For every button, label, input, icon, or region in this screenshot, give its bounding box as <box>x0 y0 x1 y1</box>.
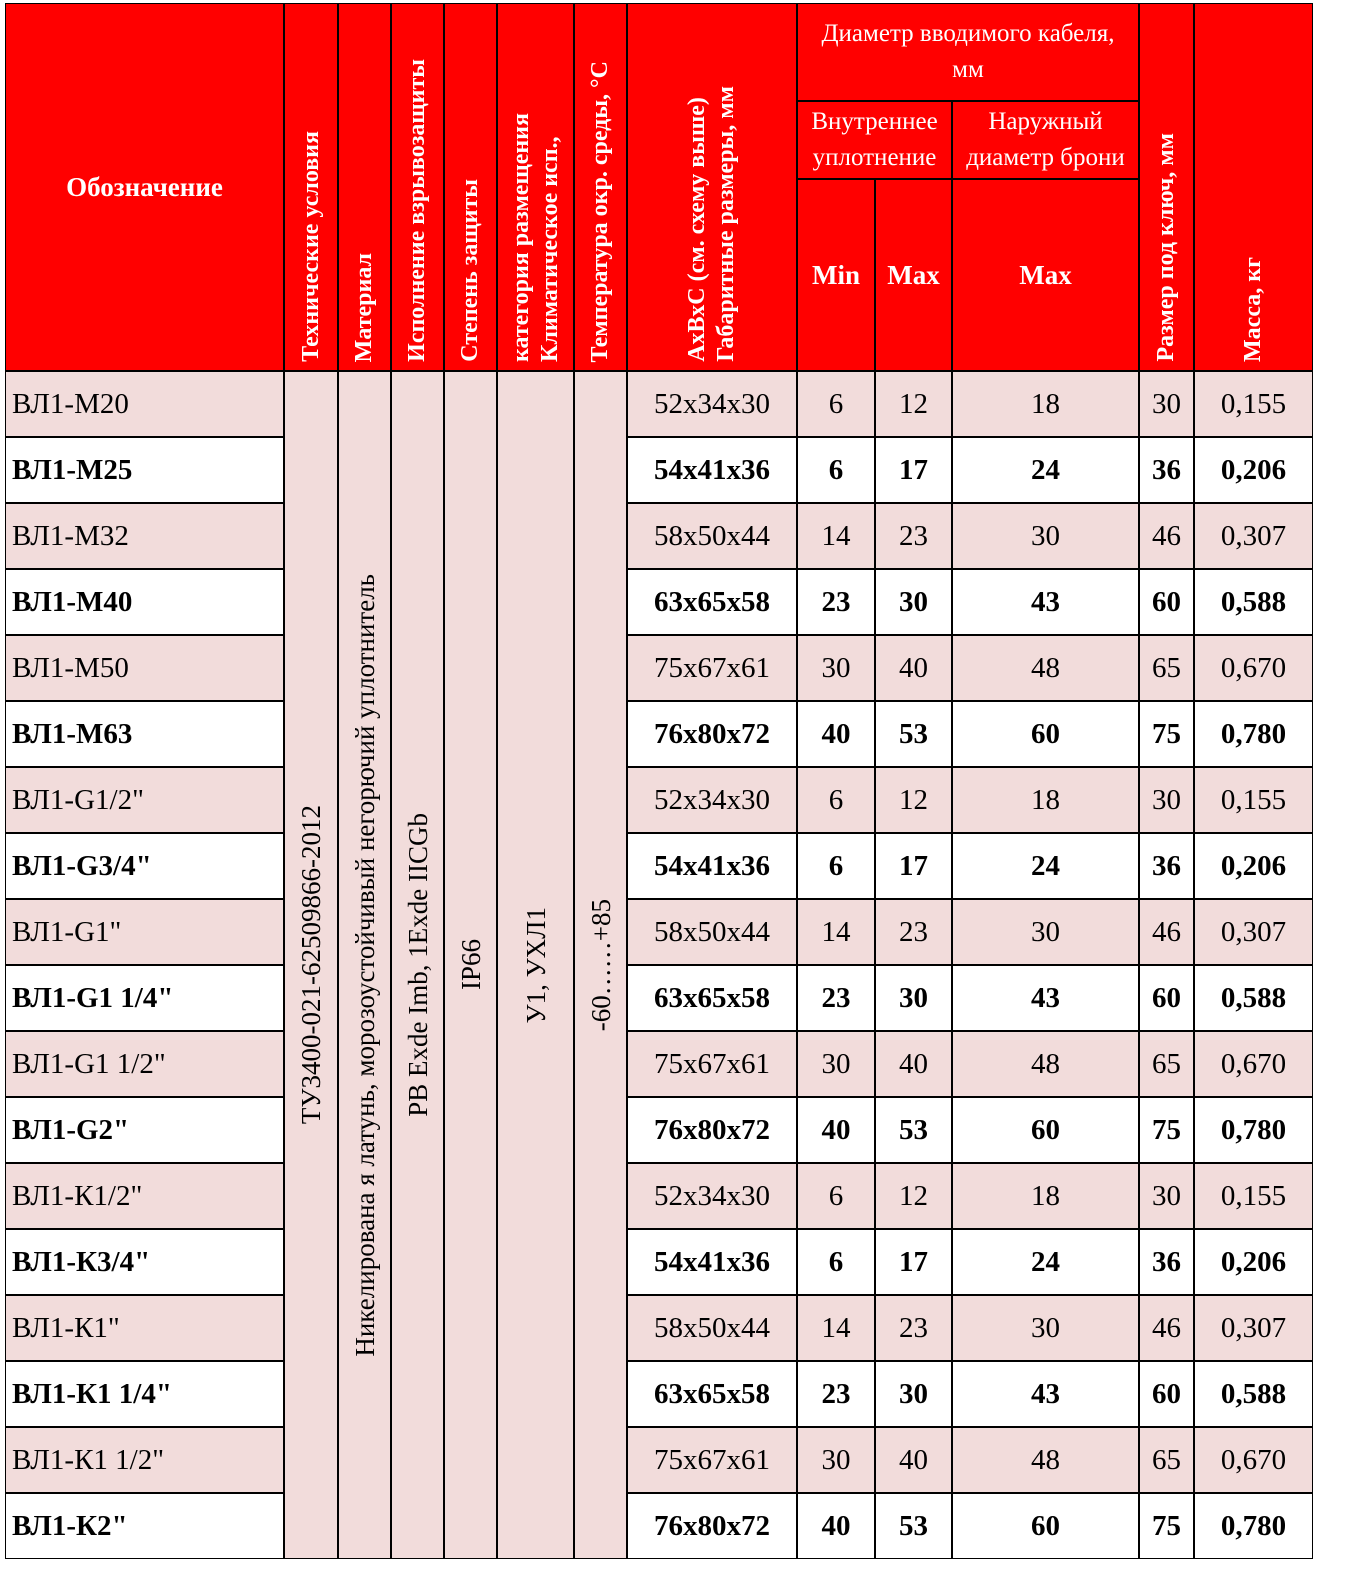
row-armor-max-value: 18 <box>1031 783 1060 816</box>
header-armor-outer <box>952 101 1139 179</box>
row-name <box>5 1493 284 1559</box>
row-name-value: ВЛ1-М25 <box>12 453 133 486</box>
row-wrench-value: 60 <box>1152 981 1181 1014</box>
header-inner-seal <box>797 101 952 179</box>
row-min <box>797 437 875 503</box>
row-wrench-value: 46 <box>1152 915 1181 948</box>
row-max <box>875 371 952 437</box>
row-dimensions-value: 63х65х58 <box>654 1377 770 1410</box>
row-name-value: ВЛ1-К1 1/2" <box>12 1443 165 1476</box>
header-protection-degree <box>444 3 497 371</box>
header-armor-outer-label: Наружный диаметр брони <box>966 108 1125 171</box>
row-max <box>875 1031 952 1097</box>
header-material <box>338 3 391 371</box>
row-min-value: 14 <box>821 915 851 948</box>
header-tech-conditions-label: Технические условия <box>297 131 324 362</box>
row-armor-max-value: 18 <box>1031 387 1060 420</box>
header-max-armor <box>952 179 1139 371</box>
row-min <box>797 1031 875 1097</box>
row-name-value: ВЛ1-К1/2" <box>12 1179 143 1212</box>
row-wrench-value: 75 <box>1152 1113 1181 1146</box>
row-armor-max <box>952 1493 1139 1559</box>
header-protection-degree-label: Степень защиты <box>457 179 483 362</box>
row-wrench <box>1139 833 1194 899</box>
row-dimensions <box>627 371 797 437</box>
row-armor-max-value: 30 <box>1031 915 1060 948</box>
row-min-value: 40 <box>821 717 851 750</box>
merged-explosion-protection-label: РВ Exde Imb, 1Exde IICGb <box>402 813 433 1117</box>
merged-protection-degree <box>444 371 497 1559</box>
row-mass <box>1194 569 1313 635</box>
row-wrench <box>1139 635 1194 701</box>
row-armor-max-value: 48 <box>1031 1047 1060 1080</box>
row-wrench <box>1139 767 1194 833</box>
row-name-value: ВЛ1-К2" <box>12 1509 128 1542</box>
row-max <box>875 1229 952 1295</box>
row-name-value: ВЛ1-К1 1/4" <box>12 1377 172 1410</box>
header-temperature-label: Температура окр. среды, °С <box>587 60 613 362</box>
row-mass <box>1194 1295 1313 1361</box>
merged-explosion-protection <box>391 371 444 1559</box>
row-armor-max <box>952 1229 1139 1295</box>
row-mass <box>1194 833 1313 899</box>
row-wrench <box>1139 1295 1194 1361</box>
row-mass-value: 0,155 <box>1220 783 1287 816</box>
header-dimensions <box>627 3 797 371</box>
row-max <box>875 635 952 701</box>
row-name <box>5 1295 284 1361</box>
row-name <box>5 1229 284 1295</box>
row-max <box>875 701 952 767</box>
row-name-value: ВЛ1-К1" <box>12 1311 120 1344</box>
row-armor-max <box>952 767 1139 833</box>
row-name <box>5 833 284 899</box>
row-min-value: 23 <box>821 981 851 1014</box>
row-name <box>5 767 284 833</box>
row-dimensions <box>627 1031 797 1097</box>
row-min-value: 6 <box>828 783 844 816</box>
row-min-value: 14 <box>821 1311 851 1344</box>
row-name <box>5 1163 284 1229</box>
row-dimensions-value: 76х80х72 <box>654 1509 770 1542</box>
row-armor-max-value: 43 <box>1031 981 1060 1014</box>
row-dimensions <box>627 635 797 701</box>
row-dimensions <box>627 1493 797 1559</box>
row-mass-value: 0,588 <box>1220 981 1287 1014</box>
row-armor-max-value: 30 <box>1031 1311 1060 1344</box>
row-wrench <box>1139 1163 1194 1229</box>
row-name <box>5 371 284 437</box>
row-min <box>797 1097 875 1163</box>
row-dimensions-value: 54х41х36 <box>654 453 770 486</box>
row-mass <box>1194 899 1313 965</box>
row-name-value: ВЛ1-G1" <box>12 915 122 948</box>
row-mass-value: 0,155 <box>1220 1179 1287 1212</box>
row-mass-value: 0,206 <box>1220 1245 1287 1278</box>
row-armor-max <box>952 1427 1139 1493</box>
row-wrench-value: 60 <box>1152 1377 1181 1410</box>
row-max-value: 12 <box>899 387 928 420</box>
row-wrench-value: 46 <box>1152 519 1181 552</box>
row-max-value: 23 <box>899 915 928 948</box>
row-min-value: 6 <box>828 1179 844 1212</box>
row-max <box>875 1493 952 1559</box>
header-inner-seal-label: Внутреннее уплотнение <box>811 108 938 171</box>
row-min <box>797 635 875 701</box>
row-mass-value: 0,588 <box>1220 585 1287 618</box>
row-name-value: ВЛ1-G1 1/4" <box>12 981 174 1014</box>
row-armor-max <box>952 569 1139 635</box>
row-dimensions <box>627 437 797 503</box>
row-dimensions <box>627 1097 797 1163</box>
header-cable-diameter <box>797 3 1139 101</box>
row-max <box>875 965 952 1031</box>
row-mass-value: 0,670 <box>1220 1443 1287 1476</box>
row-wrench-value: 36 <box>1152 1245 1181 1278</box>
row-armor-max <box>952 437 1139 503</box>
header-explosion-protection-label: Исполнение взрывозащиты <box>404 59 430 362</box>
row-dimensions <box>627 1427 797 1493</box>
row-min-value: 30 <box>821 651 851 684</box>
row-min-value: 6 <box>828 849 844 882</box>
row-armor-max-value: 60 <box>1031 1509 1060 1542</box>
row-mass-value: 0,307 <box>1220 519 1287 552</box>
row-mass <box>1194 767 1313 833</box>
merged-temperature-label: -60……+85 <box>585 898 616 1032</box>
row-name <box>5 1097 284 1163</box>
row-min-value: 30 <box>821 1047 851 1080</box>
row-name-value: ВЛ1-М63 <box>12 717 133 750</box>
row-dimensions <box>627 1361 797 1427</box>
row-armor-max <box>952 635 1139 701</box>
row-max <box>875 1361 952 1427</box>
row-name-value: ВЛ1-М20 <box>12 387 129 420</box>
row-armor-max <box>952 1295 1139 1361</box>
row-wrench <box>1139 1493 1194 1559</box>
row-dimensions-value: 58х50х44 <box>654 1311 770 1344</box>
row-min <box>797 1427 875 1493</box>
row-min <box>797 503 875 569</box>
row-dimensions-value: 76х80х72 <box>654 1113 770 1146</box>
row-armor-max-value: 30 <box>1031 519 1060 552</box>
row-name <box>5 1031 284 1097</box>
row-wrench <box>1139 503 1194 569</box>
row-min-value: 6 <box>828 387 844 420</box>
row-max-value: 53 <box>899 717 928 750</box>
row-max-value: 30 <box>899 585 928 618</box>
row-min <box>797 767 875 833</box>
row-name-value: ВЛ1-G1/2" <box>12 783 144 816</box>
row-armor-max-value: 60 <box>1031 717 1060 750</box>
row-mass <box>1194 1031 1313 1097</box>
row-armor-max-value: 43 <box>1031 585 1060 618</box>
row-armor-max <box>952 833 1139 899</box>
row-name <box>5 569 284 635</box>
row-mass <box>1194 635 1313 701</box>
header-mass <box>1194 3 1313 371</box>
row-name <box>5 635 284 701</box>
row-wrench <box>1139 965 1194 1031</box>
row-name-value: ВЛ1-К3/4" <box>12 1245 151 1278</box>
row-armor-max <box>952 701 1139 767</box>
row-dimensions <box>627 965 797 1031</box>
row-max <box>875 1295 952 1361</box>
row-max <box>875 437 952 503</box>
row-max-value: 23 <box>899 519 928 552</box>
row-armor-max-value: 48 <box>1031 1443 1060 1476</box>
header-material-label: Материал <box>351 252 377 362</box>
row-name <box>5 899 284 965</box>
row-min-value: 30 <box>821 1443 851 1476</box>
row-dimensions <box>627 503 797 569</box>
header-explosion-protection <box>391 3 444 371</box>
row-mass <box>1194 503 1313 569</box>
row-max <box>875 833 952 899</box>
row-max <box>875 767 952 833</box>
row-min-value: 40 <box>821 1113 851 1146</box>
header-dimensions-line2: АхВхС (см. схему выше) <box>684 97 710 362</box>
row-mass-value: 0,588 <box>1220 1377 1287 1410</box>
row-armor-max-value: 48 <box>1031 651 1060 684</box>
row-mass-value: 0,780 <box>1220 717 1287 750</box>
row-mass <box>1194 965 1313 1031</box>
row-dimensions-value: 63х65х58 <box>654 981 770 1014</box>
row-armor-max-value: 18 <box>1031 1179 1060 1212</box>
row-armor-max-value: 43 <box>1031 1377 1060 1410</box>
row-wrench <box>1139 371 1194 437</box>
row-min <box>797 1229 875 1295</box>
row-dimensions <box>627 833 797 899</box>
row-mass-value: 0,155 <box>1220 387 1287 420</box>
row-dimensions-value: 75х67х61 <box>654 651 770 684</box>
row-wrench-value: 30 <box>1152 387 1181 420</box>
row-mass-value: 0,206 <box>1220 453 1287 486</box>
row-dimensions <box>627 767 797 833</box>
row-min <box>797 1361 875 1427</box>
row-name <box>5 503 284 569</box>
row-armor-max <box>952 899 1139 965</box>
header-min-label: Min <box>811 259 860 290</box>
row-min <box>797 371 875 437</box>
header-climate <box>497 3 574 371</box>
row-mass <box>1194 1229 1313 1295</box>
header-max-armor-label: Max <box>1019 259 1072 290</box>
row-max <box>875 1163 952 1229</box>
row-dimensions-value: 58х50х44 <box>654 519 770 552</box>
header-mass-label: Масса, кг <box>1240 257 1266 362</box>
row-armor-max <box>952 1031 1139 1097</box>
row-wrench <box>1139 1427 1194 1493</box>
header-wrench-size <box>1139 3 1194 371</box>
row-min-value: 14 <box>821 519 851 552</box>
row-wrench-value: 65 <box>1152 1443 1181 1476</box>
row-name-value: ВЛ1-G3/4" <box>12 849 152 882</box>
row-dimensions <box>627 1163 797 1229</box>
row-mass <box>1194 701 1313 767</box>
row-min <box>797 899 875 965</box>
row-wrench-value: 65 <box>1152 1047 1181 1080</box>
header-wrench-size-label: Размер под ключ, мм <box>1153 133 1179 362</box>
row-max-value: 40 <box>899 1443 928 1476</box>
merged-tech-conditions-label: ТУ3400-021-62509866-2012 <box>296 805 326 1125</box>
row-armor-max <box>952 1163 1139 1229</box>
header-designation-label: Обозначение <box>66 171 223 202</box>
row-max-value: 17 <box>899 1245 928 1278</box>
row-wrench-value: 30 <box>1152 783 1181 816</box>
row-armor-max <box>952 503 1139 569</box>
row-name-value: ВЛ1-М40 <box>12 585 133 618</box>
row-mass-value: 0,780 <box>1220 1509 1287 1542</box>
row-dimensions-value: 52х34х30 <box>654 1179 770 1212</box>
row-dimensions-value: 58х50х44 <box>654 915 770 948</box>
row-mass <box>1194 371 1313 437</box>
merged-climate-label: У1, УХЛ1 <box>520 906 551 1024</box>
row-max-value: 12 <box>899 1179 928 1212</box>
row-name <box>5 1361 284 1427</box>
row-dimensions-value: 52х34х30 <box>654 387 770 420</box>
row-wrench-value: 30 <box>1152 1179 1181 1212</box>
row-mass-value: 0,670 <box>1220 1047 1287 1080</box>
merged-tech-conditions <box>284 371 338 1559</box>
row-mass <box>1194 1361 1313 1427</box>
row-dimensions-value: 75х67х61 <box>654 1443 770 1476</box>
row-min-value: 23 <box>821 1377 851 1410</box>
row-min-value: 6 <box>828 453 844 486</box>
header-max <box>875 179 952 371</box>
row-name <box>5 1427 284 1493</box>
row-wrench <box>1139 1229 1194 1295</box>
header-climate-line1: Климатическое исп., <box>536 136 563 362</box>
row-wrench <box>1139 899 1194 965</box>
row-mass <box>1194 1097 1313 1163</box>
row-mass-value: 0,307 <box>1220 1311 1287 1344</box>
row-dimensions <box>627 899 797 965</box>
row-wrench-value: 36 <box>1152 849 1181 882</box>
row-name-value: ВЛ1-М50 <box>12 651 129 684</box>
row-min-value: 40 <box>821 1509 851 1542</box>
row-max <box>875 503 952 569</box>
row-mass <box>1194 1493 1313 1559</box>
row-max-value: 53 <box>899 1509 928 1542</box>
row-max <box>875 1097 952 1163</box>
row-dimensions <box>627 1295 797 1361</box>
row-dimensions-value: 54х41х36 <box>654 849 770 882</box>
header-designation <box>5 3 284 371</box>
row-min <box>797 1163 875 1229</box>
merged-temperature <box>574 371 627 1559</box>
row-wrench <box>1139 569 1194 635</box>
row-max-value: 12 <box>899 783 928 816</box>
row-wrench-value: 65 <box>1152 651 1181 684</box>
row-max <box>875 899 952 965</box>
row-mass <box>1194 1163 1313 1229</box>
row-armor-max <box>952 965 1139 1031</box>
row-wrench-value: 46 <box>1152 1311 1181 1344</box>
row-armor-max-value: 24 <box>1031 849 1060 882</box>
row-max-value: 40 <box>899 651 928 684</box>
row-wrench-value: 60 <box>1152 585 1181 618</box>
row-wrench-value: 75 <box>1152 717 1181 750</box>
row-max-value: 40 <box>899 1047 928 1080</box>
row-armor-max <box>952 1097 1139 1163</box>
header-temperature <box>574 3 627 371</box>
row-dimensions <box>627 1229 797 1295</box>
row-armor-max <box>952 1361 1139 1427</box>
row-name <box>5 965 284 1031</box>
row-wrench <box>1139 437 1194 503</box>
row-armor-max-value: 24 <box>1031 1245 1060 1278</box>
header-dimensions-line1: Габаритные размеры, мм <box>713 86 739 362</box>
row-max-value: 23 <box>899 1311 928 1344</box>
row-dimensions <box>627 701 797 767</box>
row-max <box>875 569 952 635</box>
row-mass-value: 0,670 <box>1220 651 1287 684</box>
row-dimensions-value: 76х80х72 <box>654 717 770 750</box>
row-min <box>797 965 875 1031</box>
row-max-value: 30 <box>899 981 928 1014</box>
row-mass-value: 0,780 <box>1220 1113 1287 1146</box>
row-max-value: 53 <box>899 1113 928 1146</box>
row-min <box>797 1493 875 1559</box>
row-wrench-value: 75 <box>1152 1509 1181 1542</box>
row-max <box>875 1427 952 1493</box>
row-name-value: ВЛ1-G1 1/2" <box>12 1047 166 1080</box>
row-min <box>797 569 875 635</box>
header-tech-conditions <box>284 3 338 371</box>
row-armor-max-value: 24 <box>1031 453 1060 486</box>
row-name <box>5 701 284 767</box>
row-name <box>5 437 284 503</box>
row-min-value: 23 <box>821 585 851 618</box>
header-climate-line2: категория размещения <box>507 113 534 362</box>
header-cable-diameter-label: Диаметр вводимого кабеля, мм <box>821 20 1115 83</box>
merged-protection-degree-label: IP66 <box>455 939 486 991</box>
row-min-value: 6 <box>828 1245 844 1278</box>
row-max-value: 30 <box>899 1377 928 1410</box>
row-min <box>797 1295 875 1361</box>
row-armor-max-value: 60 <box>1031 1113 1060 1146</box>
row-mass <box>1194 1427 1313 1493</box>
row-wrench <box>1139 1031 1194 1097</box>
merged-climate <box>497 371 574 1559</box>
row-max-value: 17 <box>899 849 928 882</box>
row-name-value: ВЛ1-G2" <box>12 1113 130 1146</box>
row-wrench <box>1139 1097 1194 1163</box>
row-armor-max <box>952 371 1139 437</box>
row-min <box>797 833 875 899</box>
row-mass <box>1194 437 1313 503</box>
row-mass-value: 0,206 <box>1220 849 1287 882</box>
merged-material-label: Никелирована я латунь, морозоустойчивый негорючий уплотнитель <box>349 573 380 1357</box>
row-dimensions-value: 54х41х36 <box>654 1245 770 1278</box>
row-dimensions-value: 63х65х58 <box>654 585 770 618</box>
row-mass-value: 0,307 <box>1220 915 1287 948</box>
row-max-value: 17 <box>899 453 928 486</box>
row-name-value: ВЛ1-М32 <box>12 519 129 552</box>
row-dimensions-value: 75х67х61 <box>654 1047 770 1080</box>
row-wrench <box>1139 701 1194 767</box>
row-dimensions <box>627 569 797 635</box>
header-min <box>797 179 875 371</box>
row-min <box>797 701 875 767</box>
header-max-label: Max <box>887 259 940 290</box>
row-dimensions-value: 52х34х30 <box>654 783 770 816</box>
row-wrench <box>1139 1361 1194 1427</box>
row-wrench-value: 36 <box>1152 453 1181 486</box>
merged-material <box>338 371 391 1559</box>
